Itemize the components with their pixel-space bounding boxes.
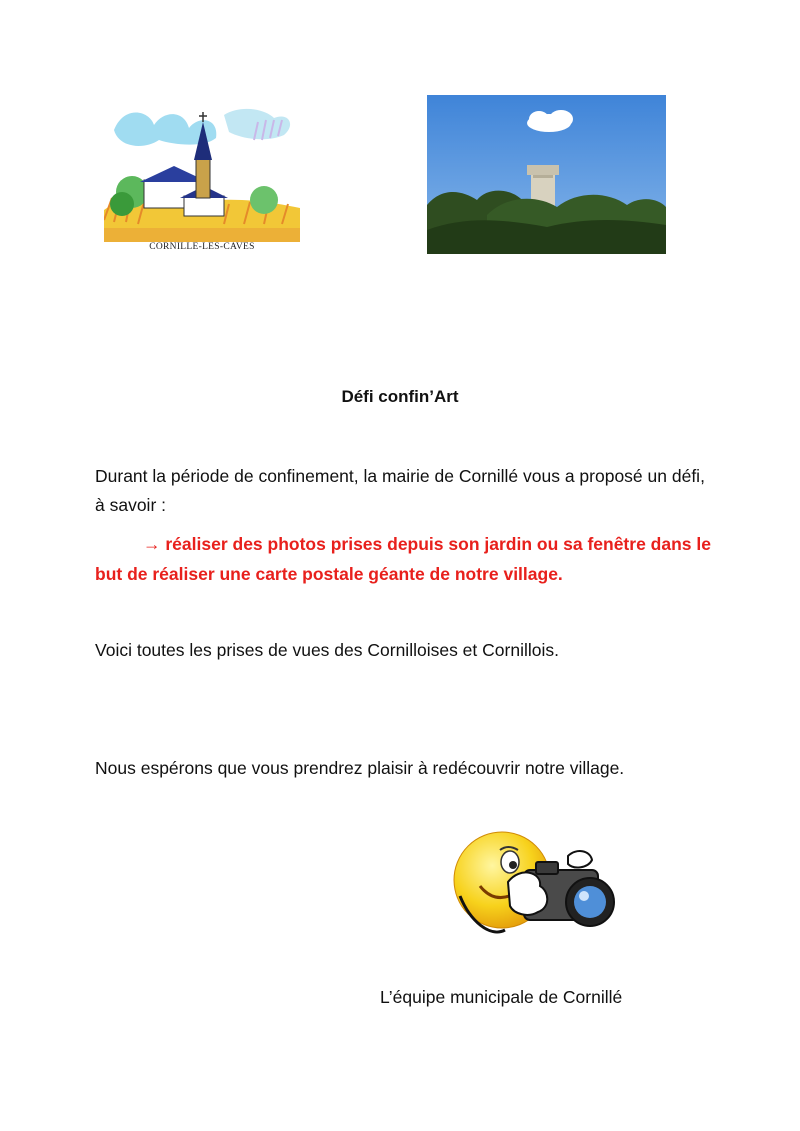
village-logo bbox=[104, 100, 300, 256]
challenge-text: réaliser des photos prises depuis son jardin ou sa fenêtre dans le but de réaliser une carte postale géante de notre village. bbox=[95, 534, 711, 584]
signature: L’équipe municipale de Cornillé bbox=[380, 987, 623, 1007]
closing-paragraph: Nous espérons que vous prendrez plaisir à redécouvrir notre village. bbox=[95, 758, 625, 778]
photos-paragraph: Voici toutes les prises de vues des Cornilloises et Cornillois. bbox=[95, 640, 559, 660]
challenge-highlight bbox=[95, 529, 735, 589]
page-title: Défi confin’Art bbox=[341, 387, 459, 406]
logo-caption: CORNILLE-LES-CAVES bbox=[149, 242, 255, 252]
intro-paragraph: Durant la période de confinement, la mairie de Cornillé vous a proposé un défi, à savoir : bbox=[95, 466, 705, 515]
arrow-icon: → bbox=[143, 534, 161, 554]
smiley-camera-icon bbox=[450, 826, 620, 942]
water-tower-photo bbox=[427, 95, 666, 254]
